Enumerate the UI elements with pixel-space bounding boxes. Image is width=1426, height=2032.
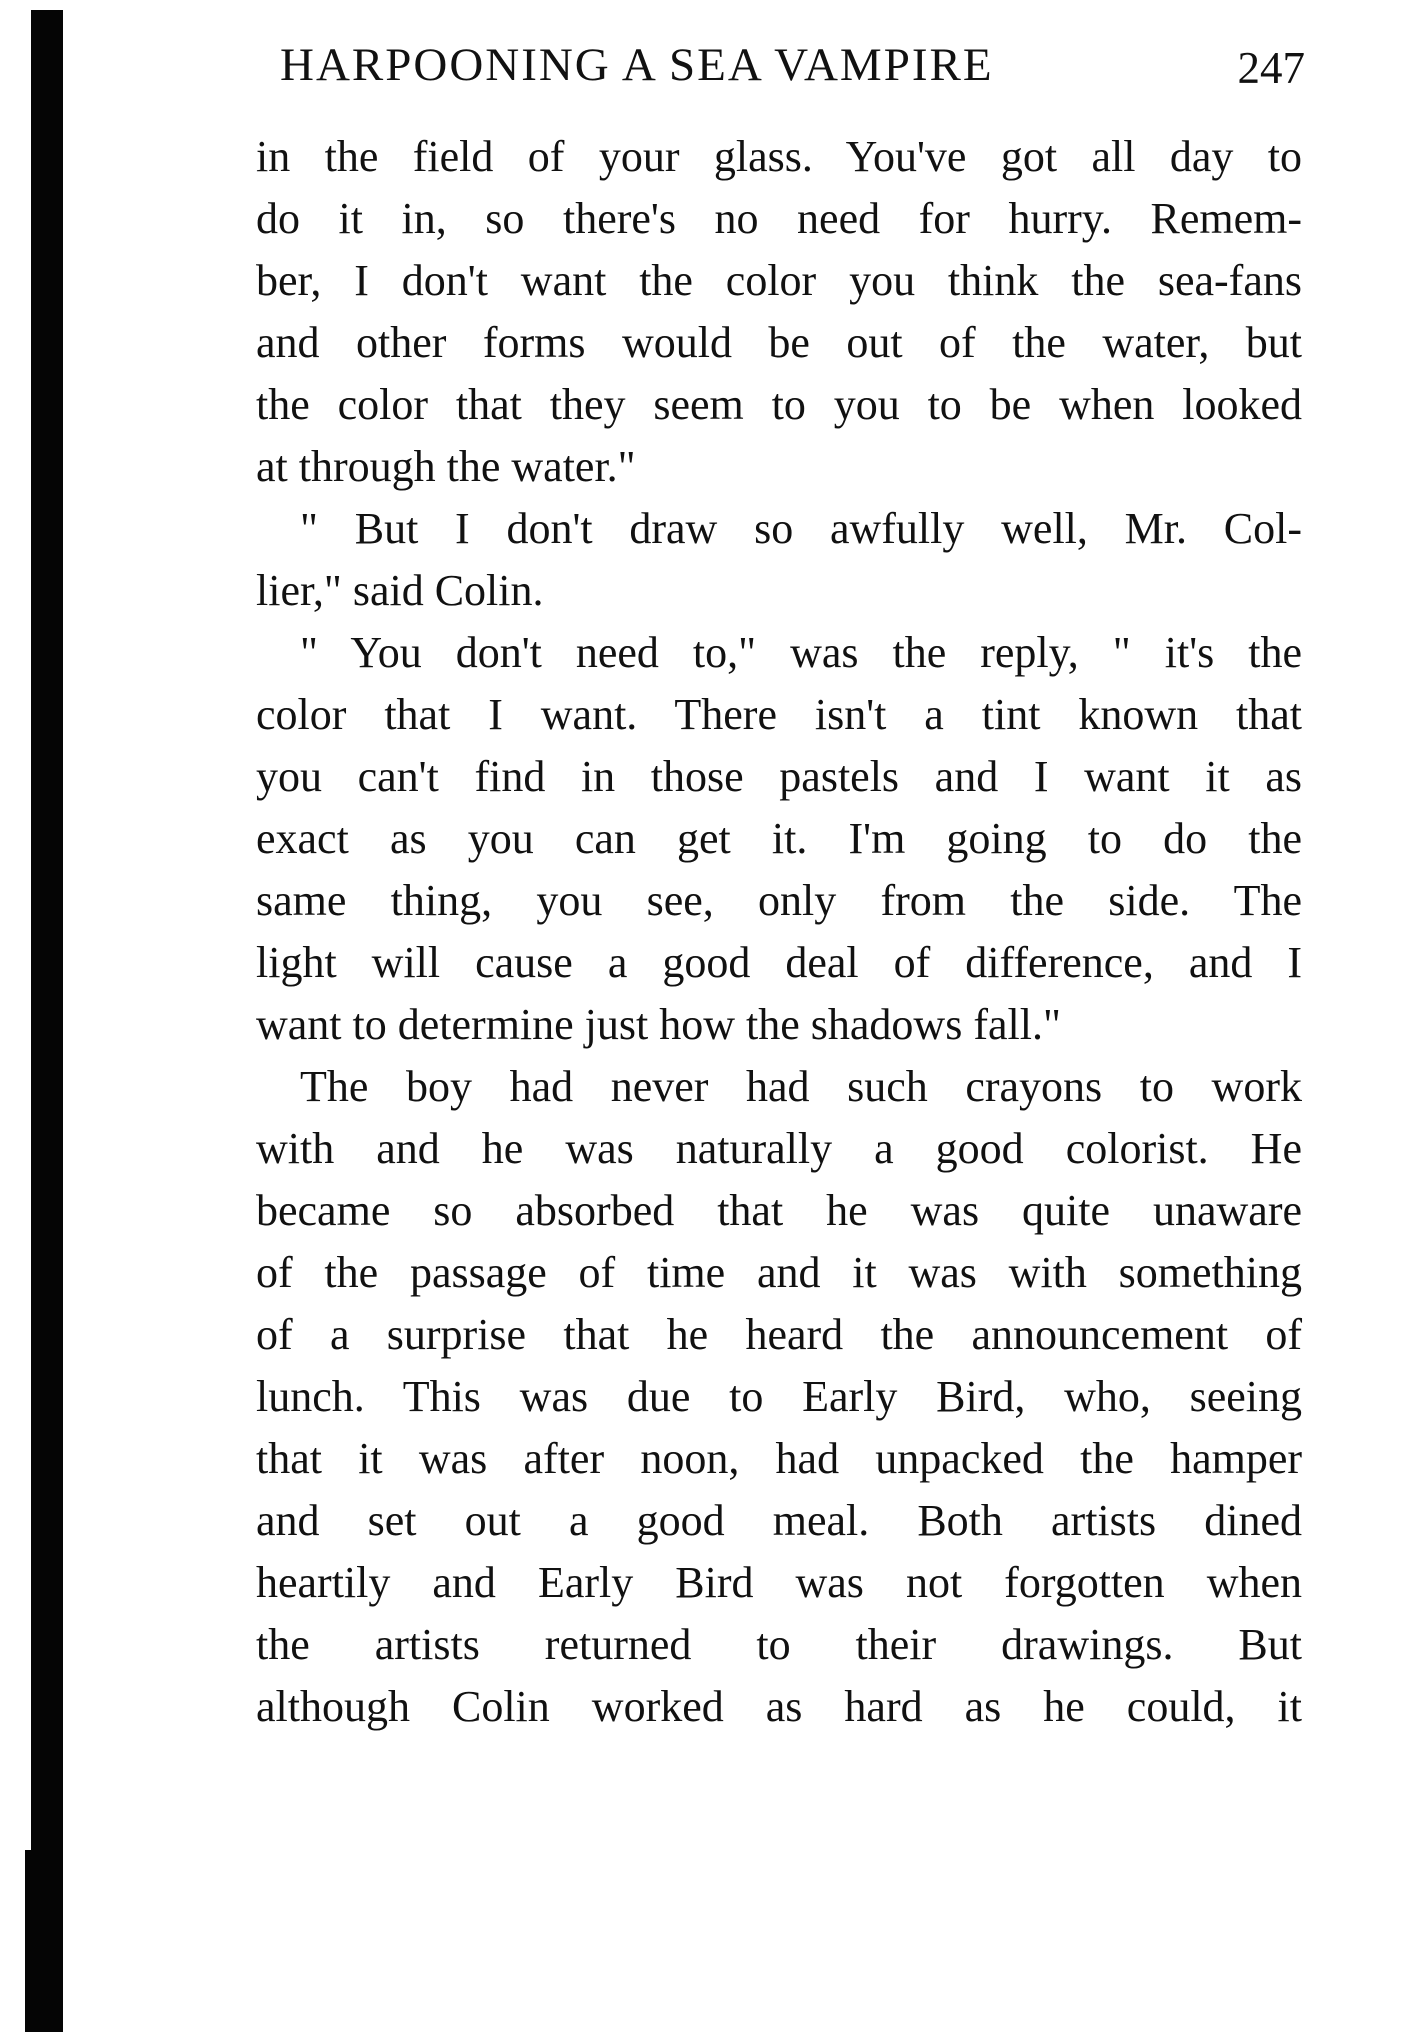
- binding-shadow: [31, 10, 63, 2032]
- text-line: that it was after noon, had unpacked the hamper: [256, 1434, 1302, 1483]
- text-line: the color that they seem to you to be when looked: [256, 380, 1302, 429]
- text-line: became so absorbed that he was quite unaware: [256, 1186, 1302, 1235]
- text-line: you can't find in those pastels and I want it as: [256, 752, 1302, 801]
- text-line: and other forms would be out of the water, but: [256, 318, 1302, 367]
- text-line: color that I want. There isn't a tint known that: [256, 690, 1302, 739]
- running-header: [280, 38, 1305, 98]
- binding-shadow-bottom: [25, 1850, 39, 2032]
- text-line: The boy had never had such crayons to work: [300, 1062, 1302, 1111]
- text-line: do it in, so there's no need for hurry. Remem-: [256, 194, 1302, 243]
- running-title: HARPOONING A SEA VAMPIRE: [280, 39, 994, 91]
- text-line: lunch. This was due to Early Bird, who, seeing: [256, 1372, 1302, 1421]
- text-line: at through the water.": [256, 442, 636, 491]
- body-text: [256, 126, 1302, 1738]
- text-line: of the passage of time and it was with something: [256, 1248, 1302, 1297]
- text-line: " But I don't draw so awfully well, Mr. Col-: [300, 504, 1302, 553]
- text-line: same thing, you see, only from the side. The: [256, 876, 1302, 925]
- page-number: 247: [1237, 43, 1305, 93]
- text-line: light will cause a good deal of difference, and I: [256, 938, 1302, 987]
- text-line: exact as you can get it. I'm going to do the: [256, 814, 1302, 863]
- text-line: of a surprise that he heard the announcement of: [256, 1310, 1302, 1359]
- text-line: the artists returned to their drawings. But: [256, 1620, 1302, 1669]
- text-line: lier," said Colin.: [256, 566, 544, 615]
- text-line: " You don't need to," was the reply, " it's the: [300, 628, 1302, 677]
- text-line: with and he was naturally a good colorist. He: [256, 1124, 1302, 1173]
- text-line: ber, I don't want the color you think the sea-fans: [256, 256, 1302, 305]
- text-line: want to determine just how the shadows fall.": [256, 1000, 1061, 1049]
- text-line: heartily and Early Bird was not forgotten when: [256, 1558, 1302, 1607]
- text-line: and set out a good meal. Both artists dined: [256, 1496, 1302, 1545]
- text-line: although Colin worked as hard as he could, it: [256, 1682, 1302, 1731]
- text-line: in the field of your glass. You've got all day to: [256, 132, 1302, 181]
